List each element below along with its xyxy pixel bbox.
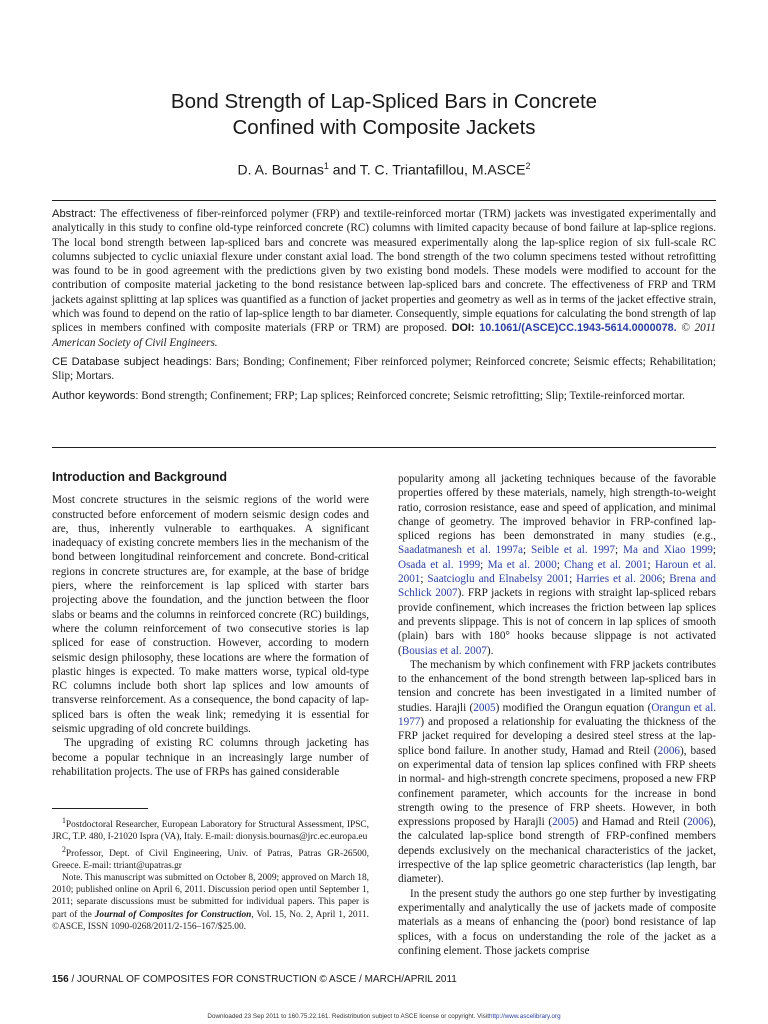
footnote-1-text: Postdoctoral Researcher, European Laboratory for Structural Assessment, IPSC, JRC, T.P. 480, I-21020 Ispra (VA), Italy. E-mail: dionysis.bournas@jrc.ec.europa.eu [52,820,369,843]
journal-footer: / JOURNAL OF COMPOSITES FOR CONSTRUCTION © ASCE / MARCH/APRIL 2011 [68,974,457,985]
footnote-2-text: Professor, Dept. of Civil Engineering, Univ. of Patras, Patras GR-26500, Greece. E-mail: ttriant@upatras.gr [52,848,369,871]
ce-headings-text: Bars; Bonding; Confinement; Fiber reinforced polymer; Reinforced concrete; Seismic effects; Rehabilitation; Slip; Mortars. [52,355,717,383]
note-journal-name: Journal of Composites for Construction [94,909,252,920]
text-run: ) modified the Orangun equation ( [495,701,652,714]
author-2: and T. C. Triantafillou, M.ASCE [328,161,526,178]
right-paragraph-3: In the present study the authors go one step further by investigating experimentally and analytically the use of jackets made of composite materials as a means of enhancing the (poor) bond resistance of lap splices, with a focus on understanding the role of the jacket as a confining element. Those jackets comprise [398,887,716,957]
text-run: ) and Hamad and Rteil ( [574,816,688,829]
text-run: ), the calculated lap-splice bond strength of FRP-confined members depends exclusively on the mechanical characteristics of the jacket, irrespective of the lap splice geometric characteristics (lap length, bar diameter). [398,816,716,886]
citation-link[interactable]: 2005 [473,701,496,714]
citation-link[interactable]: 2006 [657,744,680,757]
text-run: ). FRP jackets in regions with straight lap-spliced rebars provide confinement, which increases the friction between lap splices and prevents slippage. This is not of concern in lap splices of smooth (plain) bars with 180° hooks because slippage is not activated ( [398,587,716,657]
citation-link[interactable]: Orangun et al. 1977 [398,701,716,729]
citation-link[interactable]: Haroun et al. 2001 [398,558,717,586]
text-run: ). [486,644,494,657]
note-text-b: , Vol. 15, No. 2, April 1, 2011. ©ASCE, ISSN 1090-0268/2011/2-156–167/$25.00. [52,909,369,932]
abstract-text: The effectiveness of fiber-reinforced polymer (FRP) and textile-reinforced mortar (TRM) jackets was investigated experimentally and analytically in this study to confine old-type reinforced concrete (RC) columns with limited capacity because of bond failure at lap-splice regions. The local bond strength between lap-spliced bars and concrete was measured experimentally along the lap-splice region of six full-scale RC columns subjected to cyclic uniaxial flexure under constant axial load. The bond strength of the two column specimens tested without retrofitting was found to be in good agreement with the predictions given by two existing bond models. These models were modified to account for the contribution of composite material jacketing to the bond resistance between lap-spliced bars and concrete. The effectiveness of FRP and TRM jackets against splitting at lap splices was quantified as a function of jacket properties and geometry as well as in terms of the jacket effective strain, which was found to depend on the ratio of lap-splice length to bar diameter. Consequently, simple equations for calculating the bond strength of lap splices in members confined with composite materials (FRP or TRM) are proposed. [52,208,716,335]
author-1: D. A. Bournas [237,161,324,178]
citation-link[interactable]: 2006 [687,816,710,829]
note-text-a: Note. This manuscript was submitted on October 8, 2009; approved on March 18, 2010; published online on April 6, 2011. Discussion period open until September 1, 2011; separate discussions must be submitted for individual papers. This paper is part of the [52,873,369,920]
author-line [0,161,768,178]
author-2-affiliation-mark: 2 [525,161,531,171]
intro-paragraph-2: The upgrading of existing RC columns through jacketing has become a popular technique in an increasingly large number of rehabilitation projects. The use of FRPs has gained considerable [52,737,369,778]
citation-link[interactable]: Saatcioglu and Elnabelsy 2001 [427,573,570,586]
download-text: Downloaded 23 Sep 2011 to 160.75.22.161. Redistribution subject to ASCE license or copyright. Visit [207,1013,489,1020]
copyright: © 2011 American Society of Civil Engineers. [52,322,717,349]
abstract [52,207,716,350]
paper-title [0,89,768,141]
citation-link[interactable]: Harries et al. 2006 [576,573,663,586]
right-paragraph-2 [398,658,716,887]
footnote-1 [52,815,369,844]
footnote-2 [52,844,369,873]
citation-link[interactable]: 2005 [552,816,575,829]
citation-link[interactable]: Chang et al. 2001 [564,558,648,571]
doi-link[interactable]: 10.1061/(ASCE)CC.1943-5614.0000078. [479,322,677,335]
citation-link[interactable]: Ma et al. 2000 [487,558,557,571]
page-number: 156 [52,974,69,985]
citation-link[interactable]: Bousias et al. 2007 [401,644,487,657]
intro-paragraph-1: Most concrete structures in the seismic regions of the world were constructed before enforcement of modern seismic design codes and are, thus, inherently vulnerable to earthquakes. A significant inadequacy of existing concrete members lies in the mechanism of the bond between longitudinal reinforcement and concrete. Bond-critical regions in concrete structures are, for example, at the base of bridge piers, where the reinforcement is lap spliced with starter bars projecting above the foundation, and the junction between the floor slabs or beams and the columns in reinforced concrete (RC) buildings, where the column reinforcement of two consecutive stories is lap spliced for ease of construction. However, according to modern seismic design philosophy, these locations are where the formation of plastic hinges is expected. To make matters worse, typical old-type RC columns include both short lap splices and low amounts of transverse reinforcement. As a consequence, the bond capacity of lap-spliced bars is often the weak link; remedying it is essential for seismic upgrading of old concrete buildings. [52,494,369,736]
manuscript-note [52,872,369,933]
abstract-bottom-rule [52,447,716,448]
title-line-1: Bond Strength of Lap-Spliced Bars in Concrete [170,90,598,113]
right-paragraph-1: popularity among all jacketing techniques because of the favorable properties offered by these materials, namely, high strength-to-weight ratio, corrosion resistance, ease and speed of application, and minimal change of geometry. The improved behavior in FRP-confined lap-spliced regions has been demonstrated in many studies (e.g., Saadatmanesh et al. 1997a; Seible et al. 1997; Ma and Xiao 1999; Osada et al. 1999; Ma et al. 2000; Chang et al. 2001; Haroun et al. 2001; Saatcioglu and Elnabelsy 2001; Harries et al. 2006; Brena and Schlick 2007). FRP jackets in regions with straight lap-spliced rebars provide confinement, which increases the friction between lap splices and prevents slippage. This is not of concern in lap splices of smooth (plain) bars with 180° hooks because slippage is not activated (Bousias et al. 2007). [398,473,717,657]
abstract-label: Abstract: [52,208,97,220]
ascelibrary-link[interactable]: http://www.ascelibrary.org [488,1013,561,1020]
abstract-top-rule [52,200,716,201]
footnote-1-mark: 1 [62,816,66,825]
doi-label: DOI: [451,322,475,335]
ce-headings [52,355,716,384]
section-heading: Introduction and Background [52,470,227,484]
text-run: ) and proposed a relationship for evaluating the thickness of the FRP jacket required for developing a desired steel stress at the lap-splice bond failure. In another study, Hamad and Rteil ( [398,716,716,757]
text-run: The mechanism by which confinement with FRP jackets contributes to the enhancement of the bond strength between lap-spliced bars in tension and concrete has been investigated in a limited number of studies. Harajli ( [398,658,716,714]
footnote-rule [52,808,148,809]
keywords-label: Author keywords: [52,389,139,402]
page-footer [52,974,457,985]
text-run: popularity among all jacketing techniques because of the favorable properties offered by these materials, namely, high strength-to-weight ratio, corrosion resistance, ease and speed of application, and minimal change of geometry. The improved behavior in FRP-confined lap-spliced regions has been demonstrated in many studies (e.g., [398,473,716,543]
text-run: ), based on experimental data of tension lap splices confined with FRP sheets in normal- and high-strength concrete specimens, proposed a new FRP confinement parameter, which accounts for the increase in bond strength owing to the presence of FRP sheets. However, in both expressions proposed by Harajli ( [398,744,716,829]
right-column [398,472,716,958]
download-notice [0,1013,768,1020]
citation-link[interactable]: Ma and Xiao 1999 [623,544,713,557]
abstract-block [52,207,716,408]
footnotes [52,815,369,933]
citation-link[interactable]: Seible et al. 1997 [531,544,615,557]
keywords-text: Bond strength; Confinement; FRP; Lap splices; Reinforced concrete; Seismic retrofitting; Slip; Textile-reinforced mortar. [141,389,685,402]
left-column [52,470,369,779]
citation-link[interactable]: Brena and Schlick 2007 [398,573,717,600]
title-line-2: Confined with Composite Jackets [232,116,536,139]
ce-headings-label: CE Database subject headings: [52,355,212,368]
author-keywords [52,389,716,403]
citation-link[interactable]: Saadatmanesh et al. 1997a [398,544,523,557]
footnote-2-mark: 2 [62,844,66,854]
author-1-affiliation-mark: 1 [323,161,329,171]
citation-link[interactable]: Osada et al. 1999 [398,558,481,571]
